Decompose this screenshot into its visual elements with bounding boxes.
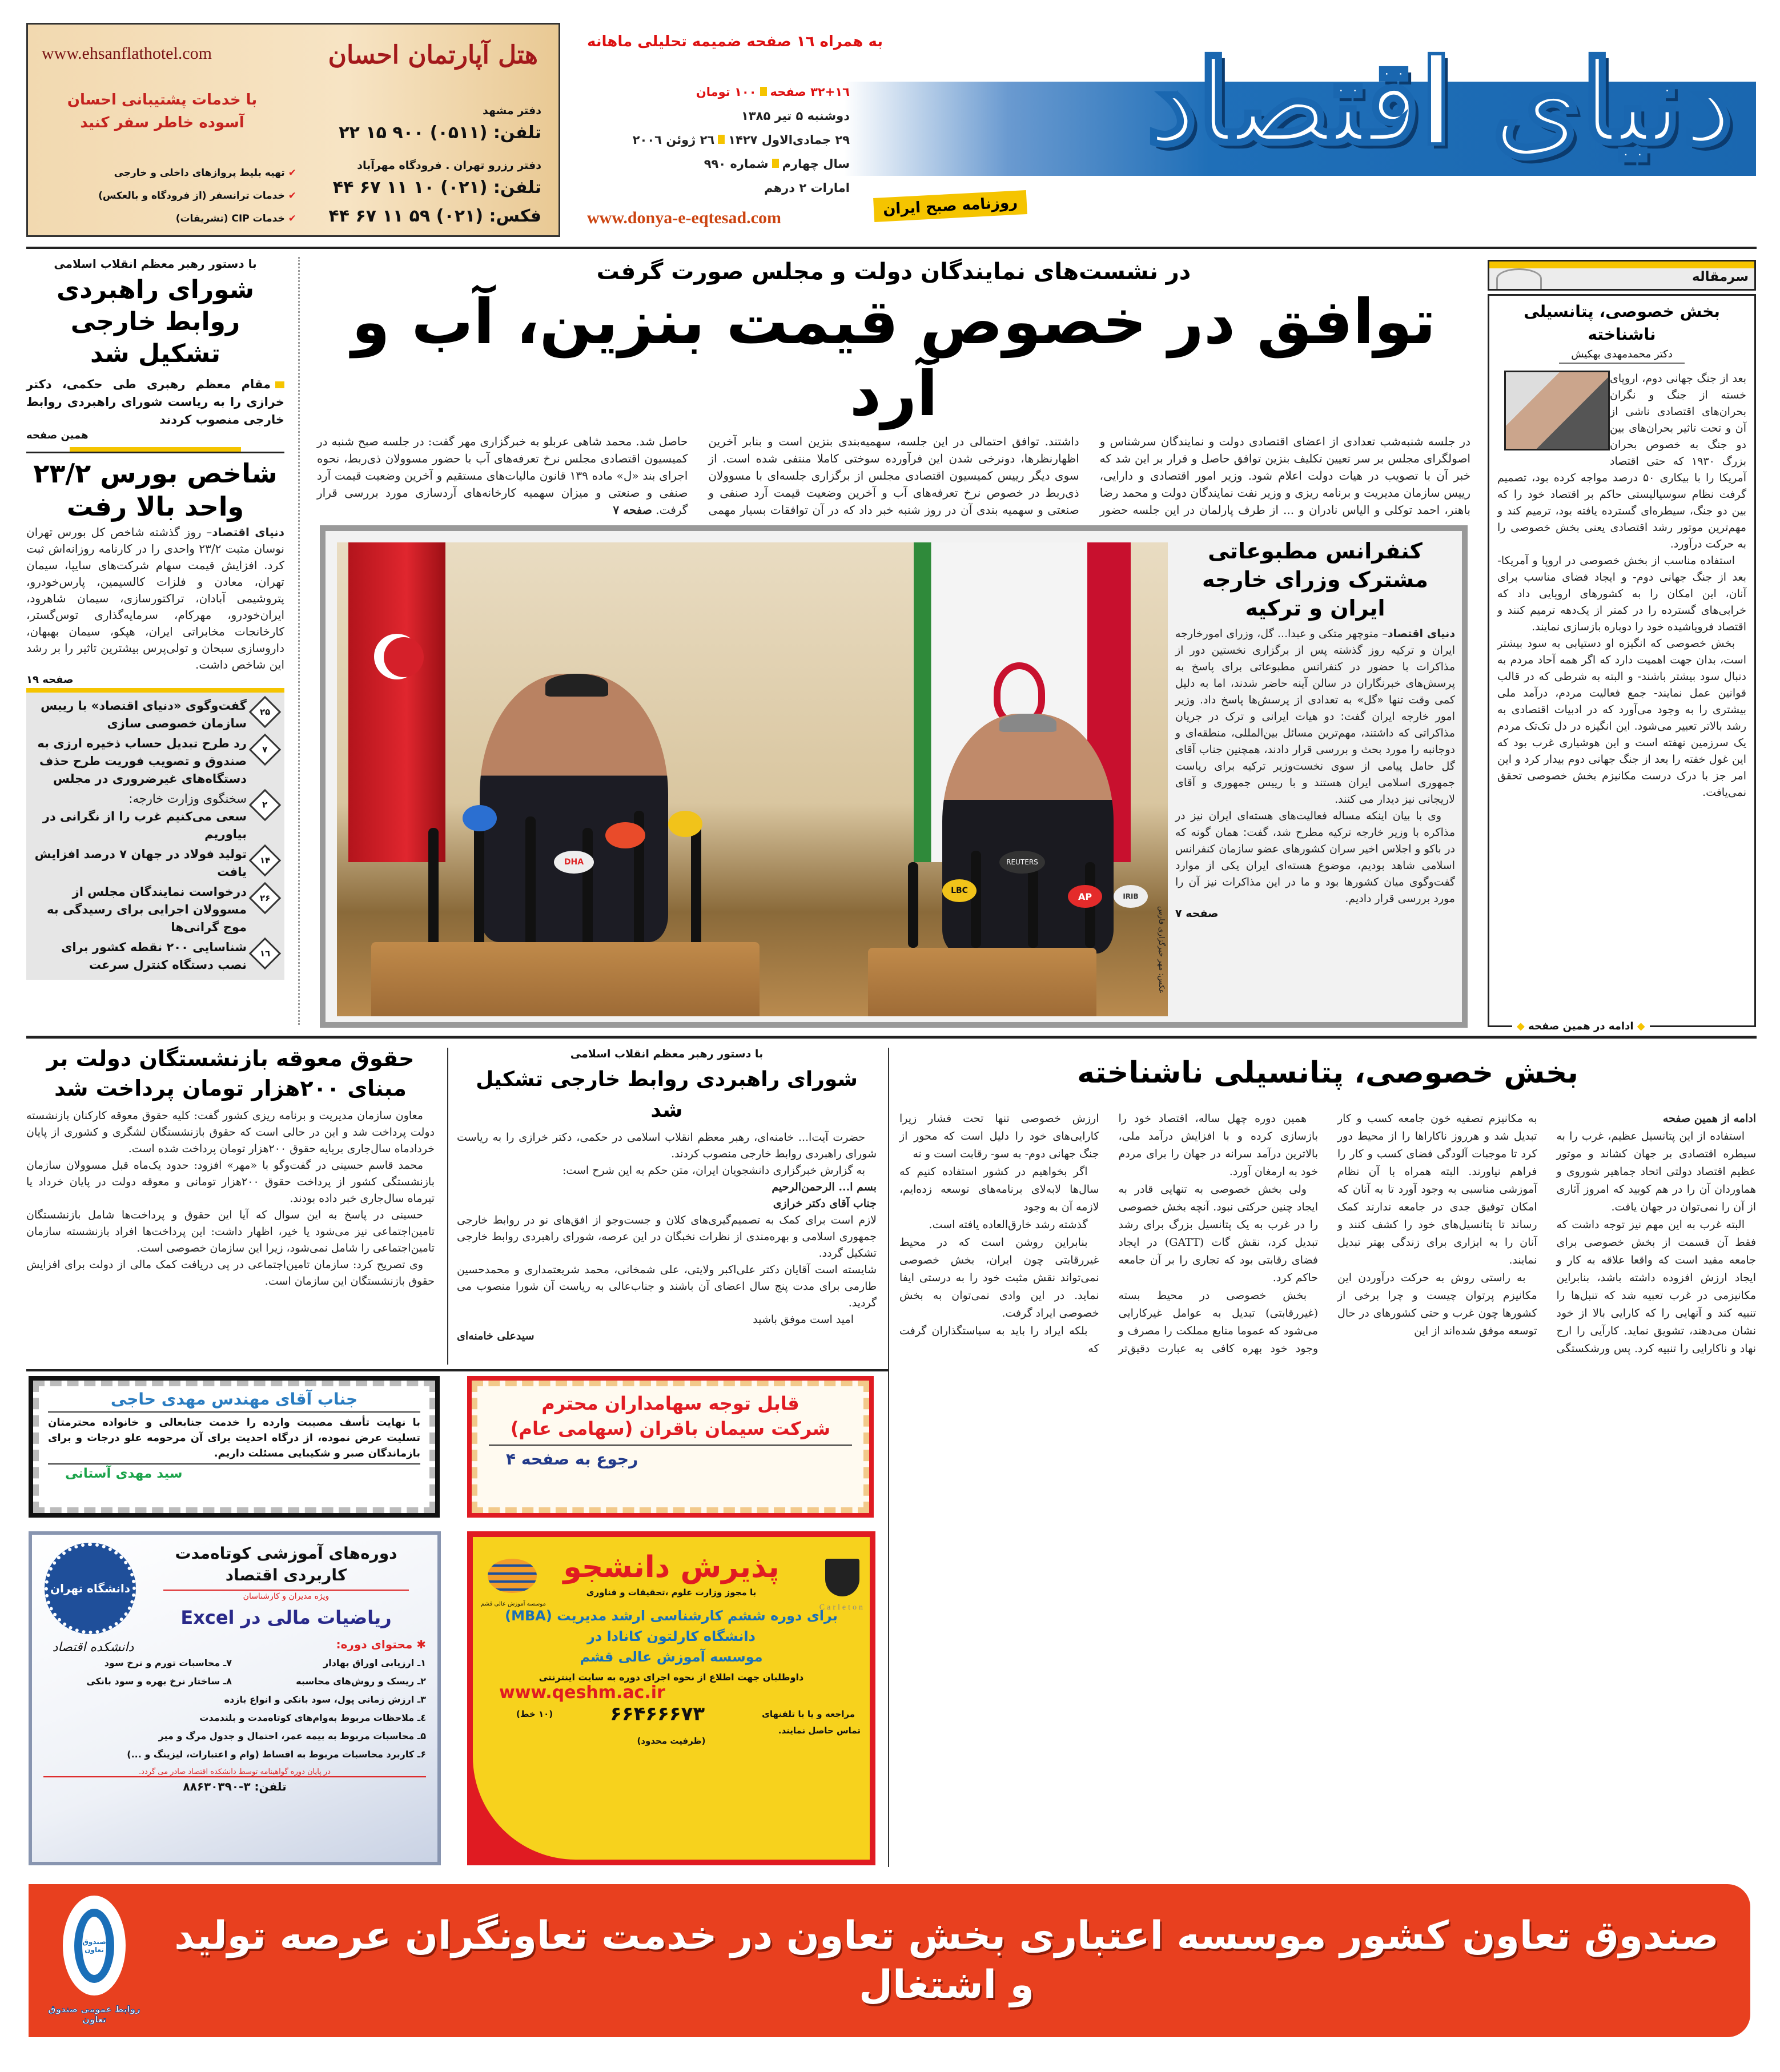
mba-phone-row: [482, 1703, 861, 1725]
salutation: جناب آقای دکتر خرازی: [773, 1197, 877, 1210]
paragraph: بخش خصوصی در محیط بسته (غیررقابتی) تبدیل به عوامل غیرکارایی می‌شود که عموما منابع مملکت را مصرف و وجود خود بهره کافی به عبارت دقیق‌تر ارزش خصوصی تنها تحت فشار زیرا کارایی‌های خود را دلیل است که محور از جنگ جهانی دوم- به سو- رقابت است و نه: [899, 1112, 1318, 1355]
mba-contact: تماس حاصل نمایند.: [778, 1725, 861, 1736]
mic-flag: LBC: [942, 879, 977, 902]
course-item: ۲ـ ریسک و روش‌های محاسبه: [296, 1676, 426, 1687]
qeshm-institute-logo: [488, 1559, 537, 1593]
press-text: وی با بیان اینکه مساله فعالیت‌های هسته‌ای ایران نیز در مذاکره با وزیر خارجه ترکیه مطرح شد، گفت: همان گونه که در باکو و اجلاس اخیر سران کشورهای عضو سازمان کنفرانس اسلامی شاهد بودیم، موضوع هسته‌ای ایران یکی از موارد گفت‌وگوی میان کشورها بود و ما در این مذاکرات نیز آن را مورد بررسی قرار دادیم.: [1175, 810, 1455, 905]
course-ad: [29, 1531, 441, 1865]
teaser-item[interactable]: [32, 939, 279, 974]
supplement-notice: به همراه ۱٦ صفحه ضمیمه تحلیلی ماهانه: [587, 33, 883, 50]
microphone: [428, 828, 439, 948]
certificate-note: در پایان دوره گواهینامه توسط دانشکده اقتصاد صادر می گردد.: [43, 1768, 426, 1777]
pension-body: [26, 1108, 435, 1290]
teaser-text: رد طرح تبدیل حساب ذخیره ارزی به صندوق و تصویب فوریت طرح حذف دستگاه‌های غیرضروری در مجلس: [37, 737, 247, 786]
council-headline[interactable]: شورای راهبردی روابط خارجی تشکیل شد: [56, 275, 255, 368]
masthead: [577, 23, 1756, 237]
banner-text-wrap: [166, 1884, 1727, 2037]
mba-info: داوطلبان جهت اطلاع از نحوه اجرای دوره به سایت اینترنتی: [539, 1672, 804, 1683]
microphone: [525, 816, 536, 948]
condolence-ad: [29, 1376, 440, 1518]
hotel-slogan: [51, 88, 274, 134]
check-icon: ✔: [288, 213, 296, 224]
teaser-kicker: سخنگوی وزارت خارجه:: [128, 792, 247, 806]
issue-info: [587, 80, 850, 200]
main-body-text: در جلسه شنبه‌شب تعدادی از اعضای اقتصادی دولت و نمایندگان سرشناس و اصولگرای مجلس بر سر تعیین تکلیف بنزین توافق حاصل و قرار بر این شد که خبر آن با تصویب در هیات دولت اعلام شود. وزیر امور اقتصادی و دارایی، رییس سازمان مدیریت و برنامه ریزی و وزیر نفت نمایندگان دولت و محمد رضا باهنر، احمد توکلی و الیاس نادران و ... از طرف پارلمان در این جلسه حضور داشتند. توافق احتمالی در این جلسه، سهمیه‌بندی بنزین است و بنابر آخرین اظهارنظرها، دونرخی شدن این فرآورده سوختی کاملا منتفی شده است. از سوی دیگر رییس کمیسیون اقتصادی مجلس از برگزاری جلسه‌ای با مسوولان ذی‌ربط در خصوص نرخ تعرفه‌های آب و آخرین وضعیت قیمت آرد صنفی و صنعتی و سهمیه بندی آن در روز شنبه خبر داد که در آن توافقات بسیار مهمی حاصل شد. محمد شاهی عربلو به خبرگزاری مهر گفت: در جلسه صبح شنبه در کمیسیون اقتصادی مجلس نرخ تعرفه‌های آب با حضور مسوولان ذی‌ربط، نحوه اجرای بند «ل» ماده ۱۳۹ قانون مالیات‌های مستقیم و آخرین وضعیت قیمت آرد صنفی و صنعتی و میزان سهمیه کارخانه‌های آردسازی مورد بررسی قرار گرفت.: [317, 434, 1471, 517]
editorial-headline[interactable]: بخش خصوصی، پتانسیلی ناشناخته: [1524, 302, 1720, 344]
cooperative-fund-banner: [29, 1884, 1750, 2037]
editorial-text: استفاده مناسب از بخش خصوصی در اروپا و آمریکا- بعد از جنگ جهانی دوم- و ایجاد فضای مناسب برای آنان، این امکان را به کشورهای اروپایی داد که خرابی‌های گسترده را در کمتر از یک‌دهه ترمیم کنند و اقتصاد فروپاشیده خود را دوباره بازسازی نمایند.: [1497, 554, 1746, 633]
mba-title: پذیرش دانشجو: [563, 1550, 779, 1584]
shareholders-ref[interactable]: رجوع به صفحه ۴: [506, 1450, 638, 1468]
podium: [371, 942, 760, 1016]
shareholders-ad: [467, 1376, 874, 1518]
editorial-box: [1488, 294, 1756, 1032]
hotel-service: [45, 190, 296, 202]
main-headline[interactable]: توافق در خصوص قیمت بنزین، آب و آرد: [351, 287, 1436, 430]
condolence-signature: سید مهدی آستانی: [65, 1466, 183, 1481]
faculty-name: دانشکده اقتصاد: [52, 1640, 134, 1655]
council-lead-text: مقام معظم رهبری طی حکمی، دکتر خرازی را به ریاست شورای راهبردی روابط خارجی منصوب کردند: [26, 377, 284, 427]
paragraph: حضرت آیت‌ا... خامنه‌ای، رهبر معظم انقلاب اسلامی در حکمی، دکتر خرازی را به ریاست شورای راهبردی روابط خارجی منصوب کردند.: [457, 1131, 877, 1160]
issue-number: شماره ۹۹۰: [704, 157, 769, 171]
column-divider: [447, 1048, 448, 1365]
continued-label: ادامه در همین صفحه: [1528, 1020, 1634, 1032]
paragraph: همین دوره چهل ساله، اقتصاد خود را بازسازی کرده و با افزایش درآمد ملی، بالاترین درآمد سرانه در جهان را برای مردم خود به ارمغان آورد.: [1118, 1112, 1318, 1178]
council-story: [457, 1044, 877, 1365]
logo-text: صندوق تعاون: [74, 1909, 114, 1983]
banner-text: صندوق تعاون کشور موسسه اعتباری بخش تعاون در خدمت تعاونگران عرصه تولید و اشتغال: [174, 1913, 1719, 2007]
page-count: ۱٦+۳۲ صفحه: [770, 85, 850, 99]
yellow-divider: [26, 688, 284, 693]
mba-line: دانشگاه کارلتون کانادا در: [587, 1628, 756, 1644]
course-item: ۵ـ محاسبات مربوط به بیمه عمر، احتمال و جدول مرگ و میر: [158, 1731, 426, 1741]
tagline-badge: روزنامه صبح ایران: [873, 190, 1027, 222]
teaser-item[interactable]: [32, 883, 279, 936]
private-sector-body: [899, 1110, 1756, 1358]
editorial-text: بخش خصوصی که انگیزه او دستیابی به سود بیشتر است، بدان جهت اهمیت دارد که اگر همه آحاد مردم به دنبال سود بیشتر باشند- و البته به شرطی که در قالب قوانین عمل نمایند- جمع فعالیت مردم، درآمد ملی بیشتری را به وجود می‌آورد که در ادبیات اقتصادی به رشد بالاتر تعبیر می‌شود. این انگیزه در دل تک‌تک مردم یک سرزمین نهفته است و این هوشیاری غرب بود که این غول خفته را بعد از جنگ جهانی دوم بیدار کرد و این امر جز با درک درست مکانیزم بخش خصوصی تحقق نمی‌یافت.: [1497, 637, 1746, 799]
tehran-fax: فکس: (۰۲۱) ۵۹ ۱۱ ۶۷ ۴۴: [328, 206, 541, 226]
paragraph: بلکه ایراد را باید به سیاستگذاران گرفت که: [899, 1325, 1099, 1355]
main-kicker: در نشست‌های نمایندگان دولت و مجلس صورت گرفت: [596, 259, 1191, 285]
date-line: [587, 128, 850, 152]
course-item: ۳ـ ارزش زمانی پول، سود بانکی و انواع بازده: [224, 1694, 426, 1705]
date-persian: دوشنبه ۵ تیر ۱۳۸۵: [741, 109, 850, 123]
contents-label: ✱ محتوای دوره:: [336, 1638, 426, 1651]
mic-flag: DHA: [554, 851, 594, 874]
university-of-tehran-logo: [45, 1543, 136, 1634]
podium: [868, 948, 1096, 1016]
service-label: تهیه بلیط پروازهای داخلی و خارجی: [114, 167, 285, 179]
course-item: ۸ـ ساختار نرخ بهره و سود بانکی: [86, 1676, 232, 1687]
teaser-box: [26, 693, 284, 980]
paragraph: استفاده از این پتانسیل عظیم، غرب را به سیطره اقتصادی بر جهان کشاند و موتور عظیم اقتصاد دولتی اتحاد جماهیر شوروی و هماوردان آن را در هم کوبید که امروز آثاری از آن را نمی‌توان در جهان یافت.: [1556, 1130, 1756, 1213]
shareholders-line2: شرکت سیمان باقران (سهامی عام): [489, 1416, 852, 1446]
page-ref[interactable]: صفحه ۷: [613, 503, 652, 517]
phone-label: مراجعه و یا با تلفنهای: [762, 1709, 855, 1719]
mba-capacity: (ظرفیت محدود): [637, 1736, 706, 1746]
divider: [26, 452, 284, 453]
course-phone: تلفن: ۳-۸۸۶۳۰۳۹۰: [183, 1780, 287, 1793]
source-label: دنیای اقتصاد: [1387, 627, 1455, 640]
teaser-text: درخواست نمایندگان مجلس از مسوولان اجرایی برای رسیدگی به موج گرانی‌ها: [46, 885, 247, 934]
carleton-crest-icon: [825, 1559, 859, 1596]
editorial-label-bar: [1488, 260, 1756, 291]
teaser-text: شناسایی ۲۰۰ نقطه کشور برای نصب دستگاه کنترل سرعت: [61, 940, 247, 972]
banner-credit: روابط عمومی صندوق تعاون: [48, 2004, 140, 2025]
paragraph: به گزارش خبرگزاری دانشجویان ایران، متن حکم به این شرح است:: [562, 1164, 865, 1177]
left-column: [26, 255, 284, 1028]
mba-phone: ۶۶۴۶۶۶۷۳: [610, 1703, 705, 1725]
press-body: [1175, 626, 1455, 808]
paragraph: حسینی در پاسخ به این سوال که آیا این حقوق و پرداخت‌ها شامل بازنشستگان تامین‌اجتماعی نیز می‌شود یا خیر، اظهار داشت: این پرداخت‌ها افراد بازنشسته سازمان تامین‌اجتماعی را شامل نمی‌شود، زیرا این سازمان خصوصی است.: [26, 1209, 435, 1254]
header-divider: [26, 247, 1757, 249]
turkey-flag: [348, 542, 445, 862]
main-story: [311, 257, 1476, 1028]
teaser-item[interactable]: [32, 697, 279, 733]
microphone: [474, 811, 484, 948]
check-icon: ✔: [288, 190, 296, 202]
council-lead: [26, 376, 284, 429]
page-ref[interactable]: صفحه ۱۹: [26, 674, 74, 686]
teaser-item[interactable]: [32, 735, 279, 788]
globe-icon: [1496, 268, 1542, 289]
pension-headline[interactable]: حقوق معوقه بازنشستگان دولت بر مبنای ۲۰۰هزار تومان پرداخت شد: [46, 1046, 415, 1101]
mba-license: با مجوز وزارت علوم ،تحقیقات و فناوری: [586, 1587, 757, 1598]
paragraph: معاون سازمان مدیریت و برنامه ریزی کشور گفت: کلیه حقوق معوقه کارکنان بازنشسته دولت پرداخت شد و این در حالی است که حقوق بازنشستگان لشگری و کشوری از پایان خردادماه سال‌جاری برپایه حقوق ۲۰۰هزار تومان پرداخت شده است.: [26, 1109, 435, 1155]
hotel-url[interactable]: www.ehsanflathotel.com: [42, 44, 212, 63]
tehran-phone: تلفن: (۰۲۱) ۱۰ ۱۱ ۶۷ ۴۴: [332, 178, 541, 198]
page-diamond-icon: ۱٦: [249, 938, 282, 970]
microphone: [691, 822, 701, 948]
page-ref[interactable]: همین صفحه: [26, 429, 89, 441]
photo-frame: [320, 525, 1468, 1028]
page-diamond-icon: ۷: [249, 734, 282, 766]
slogan-line: با خدمات پشتیبانی احسان: [67, 91, 258, 108]
teaser-item[interactable]: [32, 846, 279, 881]
paragraph: به راستی روش به حرکت درآوردن این مکانیزم پرتوان چیست و چرا برخی از کشورها چون غرب و حتی کشورهای در حال توسعه موفق شده‌اند از این: [1337, 1272, 1537, 1337]
microphone: [908, 862, 918, 948]
mic-flag: IRIB: [1114, 885, 1148, 908]
mic-flag: AP: [1068, 885, 1102, 908]
paragraph: لازم است برای کمک به تصمیم‌گیری‌های کلان و جست‌وجو از افق‌های نو در روابط خارجی جمهوری اسلامی و بهره‌مندی از نظرات نخبگان در این عرصه، شورای راهبردی روابط خارجی تشکیل گردد.: [457, 1214, 877, 1260]
continued-link[interactable]: ◆ ادامه در همین صفحه ◆: [1512, 1020, 1650, 1033]
editorial-text: بعد از جنگ جهانی دوم، اروپای خسته از جنگ و نگران بحران‌های اقتصادی ناشی از آن و تحت تاثیر بحران‌های بین دو جنگ به خصوص بحران بزرگ ۱۹۳۰ که حتی اقتصاد آمریکا را با بیکاری ۵۰ درصد مواجه کرده بود، تصمیم گرفت نظام سوسیالیستی حاکم بر اقتصاد خود را که بین دو جنگ، سیطره‌ای گسترده یافته بود، ترمیم کند و مهم‌ترین موتور رشد اقتصادی یعنی بخش خصوصی را به حرکت درآورد.: [1497, 372, 1746, 550]
tehran-office-label: دفتر رزرو تهران . فرودگاه مهرآباد: [357, 159, 541, 172]
condolence-body: با نهایت تأسف مصیبت وارده را خدمت جنابعالی و خانواده محترمتان تسلیت عرض نموده، از درگاه احدیت برای آن مرحومه علو درجات و برای بازماندگان صبر و شکیبایی مسئلت داریم.: [48, 1415, 420, 1465]
signature: سیدعلی خامنه‌ای: [457, 1330, 535, 1342]
bourse-text: – روز گذشته شاخص کل بورس تهران نوسان مثبت ۲۳/۲ واحدی را در کارنامه روزانه‌اش ثبت کرد. افزایش قیمت سهام شرکت‌های سایپا، سیمان تهران، معادن و فلزات کالسیمین، پارس‌خودرو، پتروشیمی آبادان، تراکتورسازی، سیمان شاهرود، ایران‌خودرو، مهرکام، سرمایه‌گذاری توس‌گستر، کارخانجات مخابراتی ایران، هپکو، سیمان بهبهان، داروسازی سبحان و تولی‌پرس بیشترین تاثیر را بر رشد این شاخص داشت.: [26, 525, 284, 671]
main-body: [317, 433, 1470, 518]
teaser-item[interactable]: [32, 790, 279, 843]
microphone: [971, 851, 981, 948]
page-diamond-icon: ۲۵: [249, 696, 282, 729]
continued-from: ادامه از همین صفحه: [1662, 1112, 1756, 1125]
service-label: خدمات ترانسفر (از فرودگاه و بالعکس): [98, 190, 285, 202]
slogan-line: آسوده خاطر سفر کنید: [80, 114, 244, 131]
council-body: [457, 1129, 877, 1345]
institute-label: موسسه آموزش عالی قشم: [481, 1601, 546, 1607]
author-photo: [1504, 371, 1610, 450]
date-gregorian: ۲٦ ژوئن ۲۰۰٦: [632, 133, 715, 147]
hotel-brand: هتل آپارتمان احسان: [328, 41, 538, 70]
ads-divider: [26, 1369, 889, 1371]
yellow-divider: [70, 447, 241, 452]
council-headline[interactable]: شورای راهبردی روابط خارجی تشکیل شد: [476, 1068, 858, 1122]
pension-story: [26, 1044, 435, 1365]
page-diamond-icon: ۲: [249, 789, 282, 822]
bismillah: بسم ا... الرحمن‌الرحیم: [772, 1181, 877, 1193]
teaser-text: تولید فولاد در جهان ۷ درصد افزایش یافت: [34, 847, 247, 879]
paragraph: بنابراین روشن است که در محیط غیررقابتی چون ایران، بخش خصوصی نمی‌تواند نقش مثبت خود را به درستی ایفا نماید. در این وادی نمی‌توان به بخش خصوصی ایراد گرفت.: [899, 1236, 1099, 1319]
council-kicker: با دستور رهبر معظم انقلاب اسلامی: [54, 257, 257, 271]
mashhad-phone: تلفن: (۰۵۱۱) ۹۰۰ ۱۵ ۲۲: [339, 123, 541, 143]
section-divider: [26, 1036, 1757, 1039]
paragraph: امید است موفق باشید: [753, 1313, 854, 1326]
cooperative-fund-logo: [63, 1896, 126, 1995]
price: ۱۰۰ تومان: [696, 85, 757, 99]
paragraph: اگر بخواهیم در کشور استفاده کنیم که سال‌ها لابه‌لای برنامه‌های توسعه زده‌ایم، لازمه آن به وجود: [899, 1165, 1099, 1213]
press-conference-story: [1175, 537, 1455, 920]
paragraph: گذشته رشد خارق‌العاده یافته است.: [929, 1218, 1088, 1231]
pages-price: [587, 80, 850, 104]
microphone: [582, 828, 593, 948]
press-text: – منوچهر متکی و عبدا... گل، وزرای امورخارجه ایران و ترکیه روز گذشته پس از برگزاری نخستین دور از مذاکرات با حضور در کنفرانس مطبوعاتی برای پاسخ به پرسش‌های خبرنگاران در سالن آینه حاضر شدند، اما به دلیل کمی وقت تنها «گل» به تعدادی از پرسش‌ها پاسخ داد. وزیر امور خارجه ایران گفت: دو هیات ایرانی و ترک در جریان مذاکراتی که داشتند، مهم‌ترین مسائل بین‌المللی، منطقه‌ای و دوجانبه را مورد بحث و بررسی قرار دادند، همچنین جناب آقای گل حامل پیامی از سوی نخست‌وزیر ترکیه برای ریاست جمهوری اسلامی ایران هستند و با رییس جمهوری و آقای لاریجانی نیز دیدار می کنند.: [1175, 627, 1455, 806]
condolence-title: جناب آقای مهندس مهدی حاجی: [48, 1389, 420, 1413]
website-link[interactable]: www.donya-e-eqtesad.com: [587, 208, 781, 227]
paragraph: محمد قاسم حسینی در گفت‌وگو با «مهر» افزود: حدود یک‌ماه قبل مسوولان سازمان بازنشستگی کشور از پرداخت حقوق ۲۰۰هزار تومانی و معوقه دولت در پایان خرداد یا تیرماه سال‌جاری خبر داده بودند.: [26, 1159, 435, 1205]
service-label: خدمات CIP (تشریفات): [175, 213, 285, 224]
issue-line: [587, 152, 850, 176]
course-item: ۷ـ محاسبات تورم و نرخ سود: [104, 1657, 232, 1668]
council-kicker: با دستور رهبر معظم انقلاب اسلامی: [570, 1048, 764, 1060]
check-icon: ✔: [288, 167, 296, 179]
paragraph: شایسته است آقایان دکتر علی‌اکبر ولایتی، علی شمخانی، محمد شریعتمداری و محمدحسین طارمی برای مدت پنج سال اعضای آن باشند و جناب‌عالی به ریاست آن شورا منصوب می گردید.: [457, 1264, 877, 1309]
teaser-text: گفت‌وگوی «دنیای اقتصاد» با رییس سازمان خصوصی سازی: [41, 699, 247, 730]
course-items: [43, 1655, 426, 1763]
mba-line: موسسه آموزش عالی قشم: [580, 1649, 763, 1665]
mic-flag: [463, 805, 497, 831]
course-item: ۶ـ کاربرد محاسبات مربوط به اقساط (وام و اعتبارات، لیزینگ و ...): [127, 1749, 426, 1760]
mba-ad: [467, 1531, 875, 1865]
bourse-body: [26, 524, 284, 673]
column-divider: [298, 257, 300, 1025]
mic-flag: REUTERS: [999, 851, 1045, 874]
press-headline[interactable]: کنفرانس مطبوعاتی مشترک وزرای خارجه ایران و ترکیه: [1202, 538, 1428, 621]
teaser-title: سعی می‌کنیم غرب را از نگرانی در بیاوریم: [42, 810, 247, 841]
page-ref[interactable]: صفحه ۷: [1175, 907, 1219, 920]
private-sector-story: [899, 1045, 1756, 1867]
course-subtitle: ویژه مدیران و کارشناسان: [163, 1590, 409, 1601]
contents-label-text: محتوای دوره:: [336, 1638, 413, 1651]
course-name: ریاضیات مالی در Excel: [180, 1607, 392, 1628]
page-diamond-icon: ۲۶: [249, 882, 282, 915]
paragraph: وی تصریح کرد: سازمان تامین‌اجتماعی در پی دریافت کمک مالی از دولت برای افزایش حقوق بازنشستگان این سازمان است.: [26, 1258, 435, 1288]
mic-flag: [668, 811, 702, 837]
paragraph: البته غرب به این مهم نیز توجه داشت که فقط آن قسمت از بخش خصوصی برای جامعه مفید است که واقعا علاقه به کار و ایجاد ارزش افزوده داشته باشد، بنابراین مکانیزمی در غرب تعبیه شد که تنبل‌ها را تنبیه کند و آنهایی را که کارایی بالا از خود نشان می‌دهند، تشویق نماید. کارآیی را ارج نهاد و ناکارایی را تنبیه کرد. پس ورشکستگی به مکانیزم تصفیه خون جامعه کسب و کار تبدیل شد و هرروز ناکاراها را از محیط دور کرد تا موجبات آلودگی فضای کسب و کار را فراهم نیاورند. البته همراه با آن نظام آموزشی مناسبی به وجود آورد تا به آنان که امکان توفیق جدی در جامعه ندارند کمک رساند تا پتانسیل‌های خود را کشف کنند و آنان را به ابزاری برای زندگی بهتر تبدیل نمایند.: [1337, 1112, 1756, 1355]
teaser-text: [32, 790, 247, 843]
source-label: دنیای اقتصاد: [212, 525, 285, 539]
hotel-service: [45, 167, 296, 179]
editorial-author: دکتر محمدمهدی بهکیش: [1559, 348, 1685, 364]
bourse-headline[interactable]: شاخص بورس ۲۳/۲ واحد بالا رفت: [33, 458, 278, 522]
press-conference-photo: [337, 542, 1168, 1016]
mba-url[interactable]: www.qeshm.ac.ir: [499, 1683, 665, 1703]
course-title: دوره‌های آموزشی کوتاه‌مدت کاربردی اقتصاد: [175, 1544, 397, 1584]
course-item: ۱ـ ارزیابی اوراق بهادار: [323, 1657, 426, 1668]
newspaper-logo[interactable]: دنیای اقتصاد: [1146, 35, 1733, 170]
mashhad-office-label: دفتر مشهد: [483, 104, 541, 117]
hotel-advertisement: [26, 23, 560, 237]
paragraph: ولی بخش خصوصی به تنهایی قادر به ایجاد چنین حرکتی نبود. آنچه بخش خصوصی را در غرب به یک پتانسیل بزرگ برای رشد تبدیل کرد، نقش گات (GATT) در ایجاد فضای رقابتی بود که تجاری را بر آن جامعه حاکم کرد.: [1118, 1183, 1318, 1284]
column-divider: [888, 1048, 889, 1867]
year: سال چهارم: [782, 157, 850, 171]
hotel-service: [45, 213, 296, 224]
private-sector-headline[interactable]: بخش خصوصی، پتانسیلی ناشناخته: [1077, 1056, 1578, 1090]
uae-price: امارات ۲ درهم: [764, 181, 850, 195]
carleton-label: Carleton: [819, 1603, 865, 1612]
yellow-strip: [1489, 261, 1754, 268]
date-hijri: ۲۹ جمادی‌الاول ۱۴۲۷: [728, 133, 850, 147]
mic-flag: [605, 822, 645, 848]
mba-line: برای دوره ششم کارشناسی ارشد مدیریت (MBA): [505, 1608, 838, 1624]
course-item: ٤ـ ملاحظات مربوط به‌وام‌های کوتاه‌مدت و بلندمدت: [199, 1712, 426, 1723]
phone-lines: (۱۰ خط): [516, 1709, 553, 1719]
shareholders-line1: قابل توجه سهامداران محترم: [541, 1393, 799, 1414]
photo-credit: عکس: مهر خبرگزاری فارس: [1157, 906, 1166, 993]
logo-text: دانشگاه تهران: [50, 1582, 130, 1595]
page-diamond-icon: ۱۴: [249, 844, 282, 877]
editorial-section-label: سرمقاله: [1692, 269, 1749, 284]
